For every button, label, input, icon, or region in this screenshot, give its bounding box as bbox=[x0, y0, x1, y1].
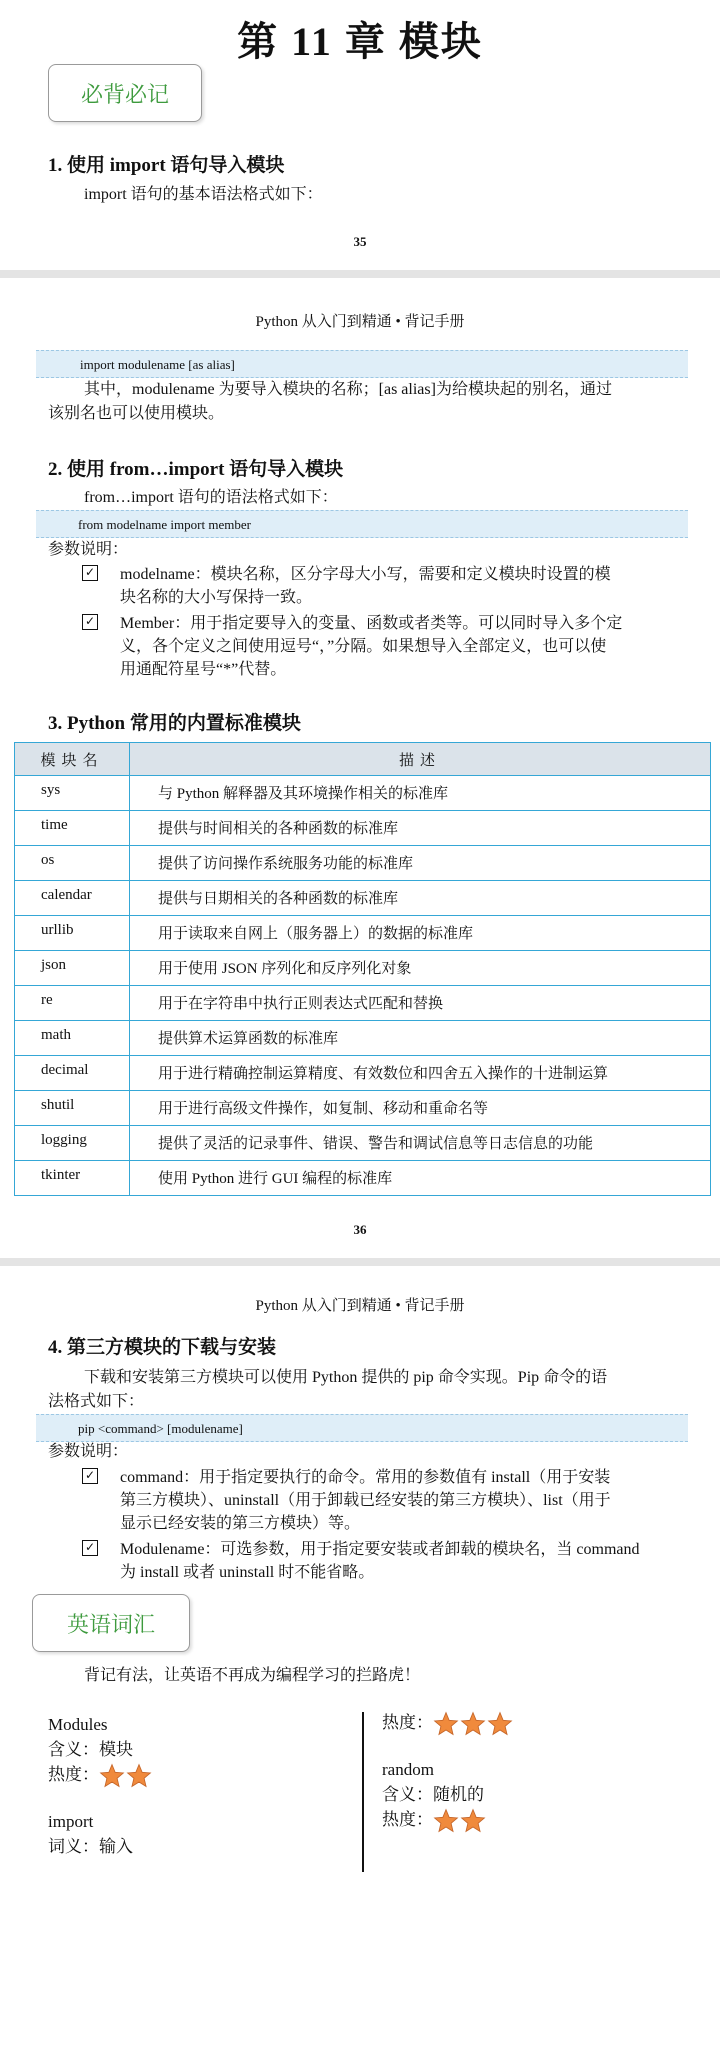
section1-intro: import 语句的基本语法格式如下： bbox=[84, 186, 323, 203]
table-row: urllib 用于读取来自网上（服务器上）的数据的标准库 bbox=[15, 916, 711, 951]
params-label: 参数说明： bbox=[48, 541, 129, 558]
star-icon bbox=[99, 1763, 125, 1789]
page-number: 35 bbox=[353, 234, 367, 249]
para-line: 法格式如下： bbox=[48, 1393, 145, 1410]
table-row: calendar 提供与日期相关的各种函数的标准库 bbox=[15, 881, 711, 916]
checkbox-icon: ✓ bbox=[82, 614, 98, 630]
vocab-intro: 背记有法，让英语不再成为编程学习的拦路虎！ bbox=[84, 1667, 421, 1684]
section4-heading: 4. 第三方模块的下载与安装 bbox=[48, 1337, 277, 1358]
chapter-title: 第 11 章 模块 bbox=[237, 19, 483, 64]
list-item: ✓ command：用于指定要执行的命令。常用的参数值有 install（用于安装 第三方模块）、uninstall（用于卸载已经安装的第三方模块）、list（用于 显示已经安装的第三方模块）等。 bbox=[120, 1466, 680, 1535]
vocab-left-column bbox=[48, 1712, 153, 1859]
vocab-heat: 热度： bbox=[48, 1762, 153, 1789]
star-icon bbox=[126, 1763, 152, 1789]
star-icon bbox=[460, 1711, 486, 1737]
vocab-word: import bbox=[48, 1812, 94, 1832]
table-row: os 提供了访问操作系统服务功能的标准库 bbox=[15, 846, 711, 881]
para-line: 该别名也可以使用模块。 bbox=[48, 405, 225, 422]
star-icon bbox=[460, 1808, 486, 1834]
section1-heading: 1. 使用 import 语句导入模块 bbox=[48, 155, 285, 176]
table-header-desc: 描述 bbox=[130, 743, 711, 776]
running-head: Python 从入门到精通 • 背记手册 bbox=[255, 1298, 465, 1314]
table-row: time 提供与时间相关的各种函数的标准库 bbox=[15, 811, 711, 846]
page-separator bbox=[0, 1258, 720, 1266]
page-separator bbox=[0, 270, 720, 278]
page-37 bbox=[0, 1268, 720, 2052]
table-row: decimal 用于进行精确控制运算精度、有效数位和四舍五入操作的十进制运算 bbox=[15, 1056, 711, 1091]
table-row: re 用于在字符串中执行正则表达式匹配和替换 bbox=[15, 986, 711, 1021]
checkbox-icon: ✓ bbox=[82, 565, 98, 581]
params-label: 参数说明： bbox=[48, 1443, 129, 1460]
vocab-badge: 英语词汇 bbox=[32, 1594, 190, 1652]
vocab-meaning: 含义：随机的 bbox=[382, 1785, 484, 1805]
heat-stars bbox=[433, 1808, 487, 1834]
heat-stars bbox=[99, 1763, 153, 1789]
running-head: Python 从入门到精通 • 背记手册 bbox=[255, 314, 465, 330]
table-header-name: 模块名 bbox=[15, 743, 130, 776]
star-icon bbox=[487, 1711, 513, 1737]
column-divider bbox=[362, 1712, 364, 1872]
checkbox-icon: ✓ bbox=[82, 1540, 98, 1556]
checkbox-icon: ✓ bbox=[82, 1468, 98, 1484]
memorize-badge: 必背必记 bbox=[48, 64, 202, 122]
code-block-from-import: from modelname import member bbox=[36, 510, 688, 538]
code-block-pip: pip <command> [modulename] bbox=[36, 1414, 688, 1442]
table-row: math 提供算术运算函数的标准库 bbox=[15, 1021, 711, 1056]
heat-stars bbox=[433, 1711, 514, 1737]
vocab-right-column bbox=[382, 1710, 514, 1834]
section3-heading: 3. Python 常用的内置标准模块 bbox=[48, 713, 301, 734]
list-item: ✓ Member：用于指定要导入的变量、函数或者类等。可以同时导入多个定 义，各个定义之间使用逗号“，”分隔。如果想导入全部定义，也可以使 用通配符星号“*”代替。 bbox=[120, 612, 680, 681]
table-row: tkinter 使用 Python 进行 GUI 编程的标准库 bbox=[15, 1161, 711, 1196]
vocab-meaning: 词义：输入 bbox=[48, 1837, 133, 1857]
page-36 bbox=[0, 280, 720, 1258]
list-item: ✓ modelname：模块名称，区分字母大小写，需要和定义模块时设置的模 块名称的大小写保持一致。 bbox=[120, 563, 680, 609]
table-row: json 用于使用 JSON 序列化和反序列化对象 bbox=[15, 951, 711, 986]
page-number: 36 bbox=[353, 1222, 367, 1237]
vocab-word: Modules bbox=[48, 1715, 108, 1734]
section2-intro: from…import 语句的语法格式如下： bbox=[84, 489, 338, 506]
para-line: 下载和安装第三方模块可以使用 Python 提供的 pip 命令实现。Pip 命令的语 bbox=[84, 1369, 608, 1386]
vocab-meaning: 含义：模块 bbox=[48, 1740, 133, 1759]
star-icon bbox=[433, 1711, 459, 1737]
page-35 bbox=[0, 0, 720, 268]
vocab-word: random bbox=[382, 1760, 434, 1780]
list-item: ✓ Modulename：可选参数，用于指定要安装或者卸载的模块名，当 command 为 install 或者 uninstall 时不能省略。 bbox=[120, 1538, 680, 1584]
vocab-heat: 热度： bbox=[382, 1710, 514, 1737]
star-icon bbox=[433, 1808, 459, 1834]
table-row: logging 提供了灵活的记录事件、错误、警告和调试信息等日志信息的功能 bbox=[15, 1126, 711, 1161]
table-row: shutil 用于进行高级文件操作，如复制、移动和重命名等 bbox=[15, 1091, 711, 1126]
section2-heading: 2. 使用 from…import 语句导入模块 bbox=[48, 459, 344, 480]
modules-table bbox=[14, 742, 711, 1196]
code-block-import: import modulename [as alias] bbox=[36, 350, 688, 378]
vocab-heat: 热度： bbox=[382, 1807, 514, 1834]
table-row: sys 与 Python 解释器及其环境操作相关的标准库 bbox=[15, 776, 711, 811]
para-line: 其中，modulename 为要导入模块的名称；[as alias]为给模块起的别名，通过 bbox=[84, 381, 612, 398]
